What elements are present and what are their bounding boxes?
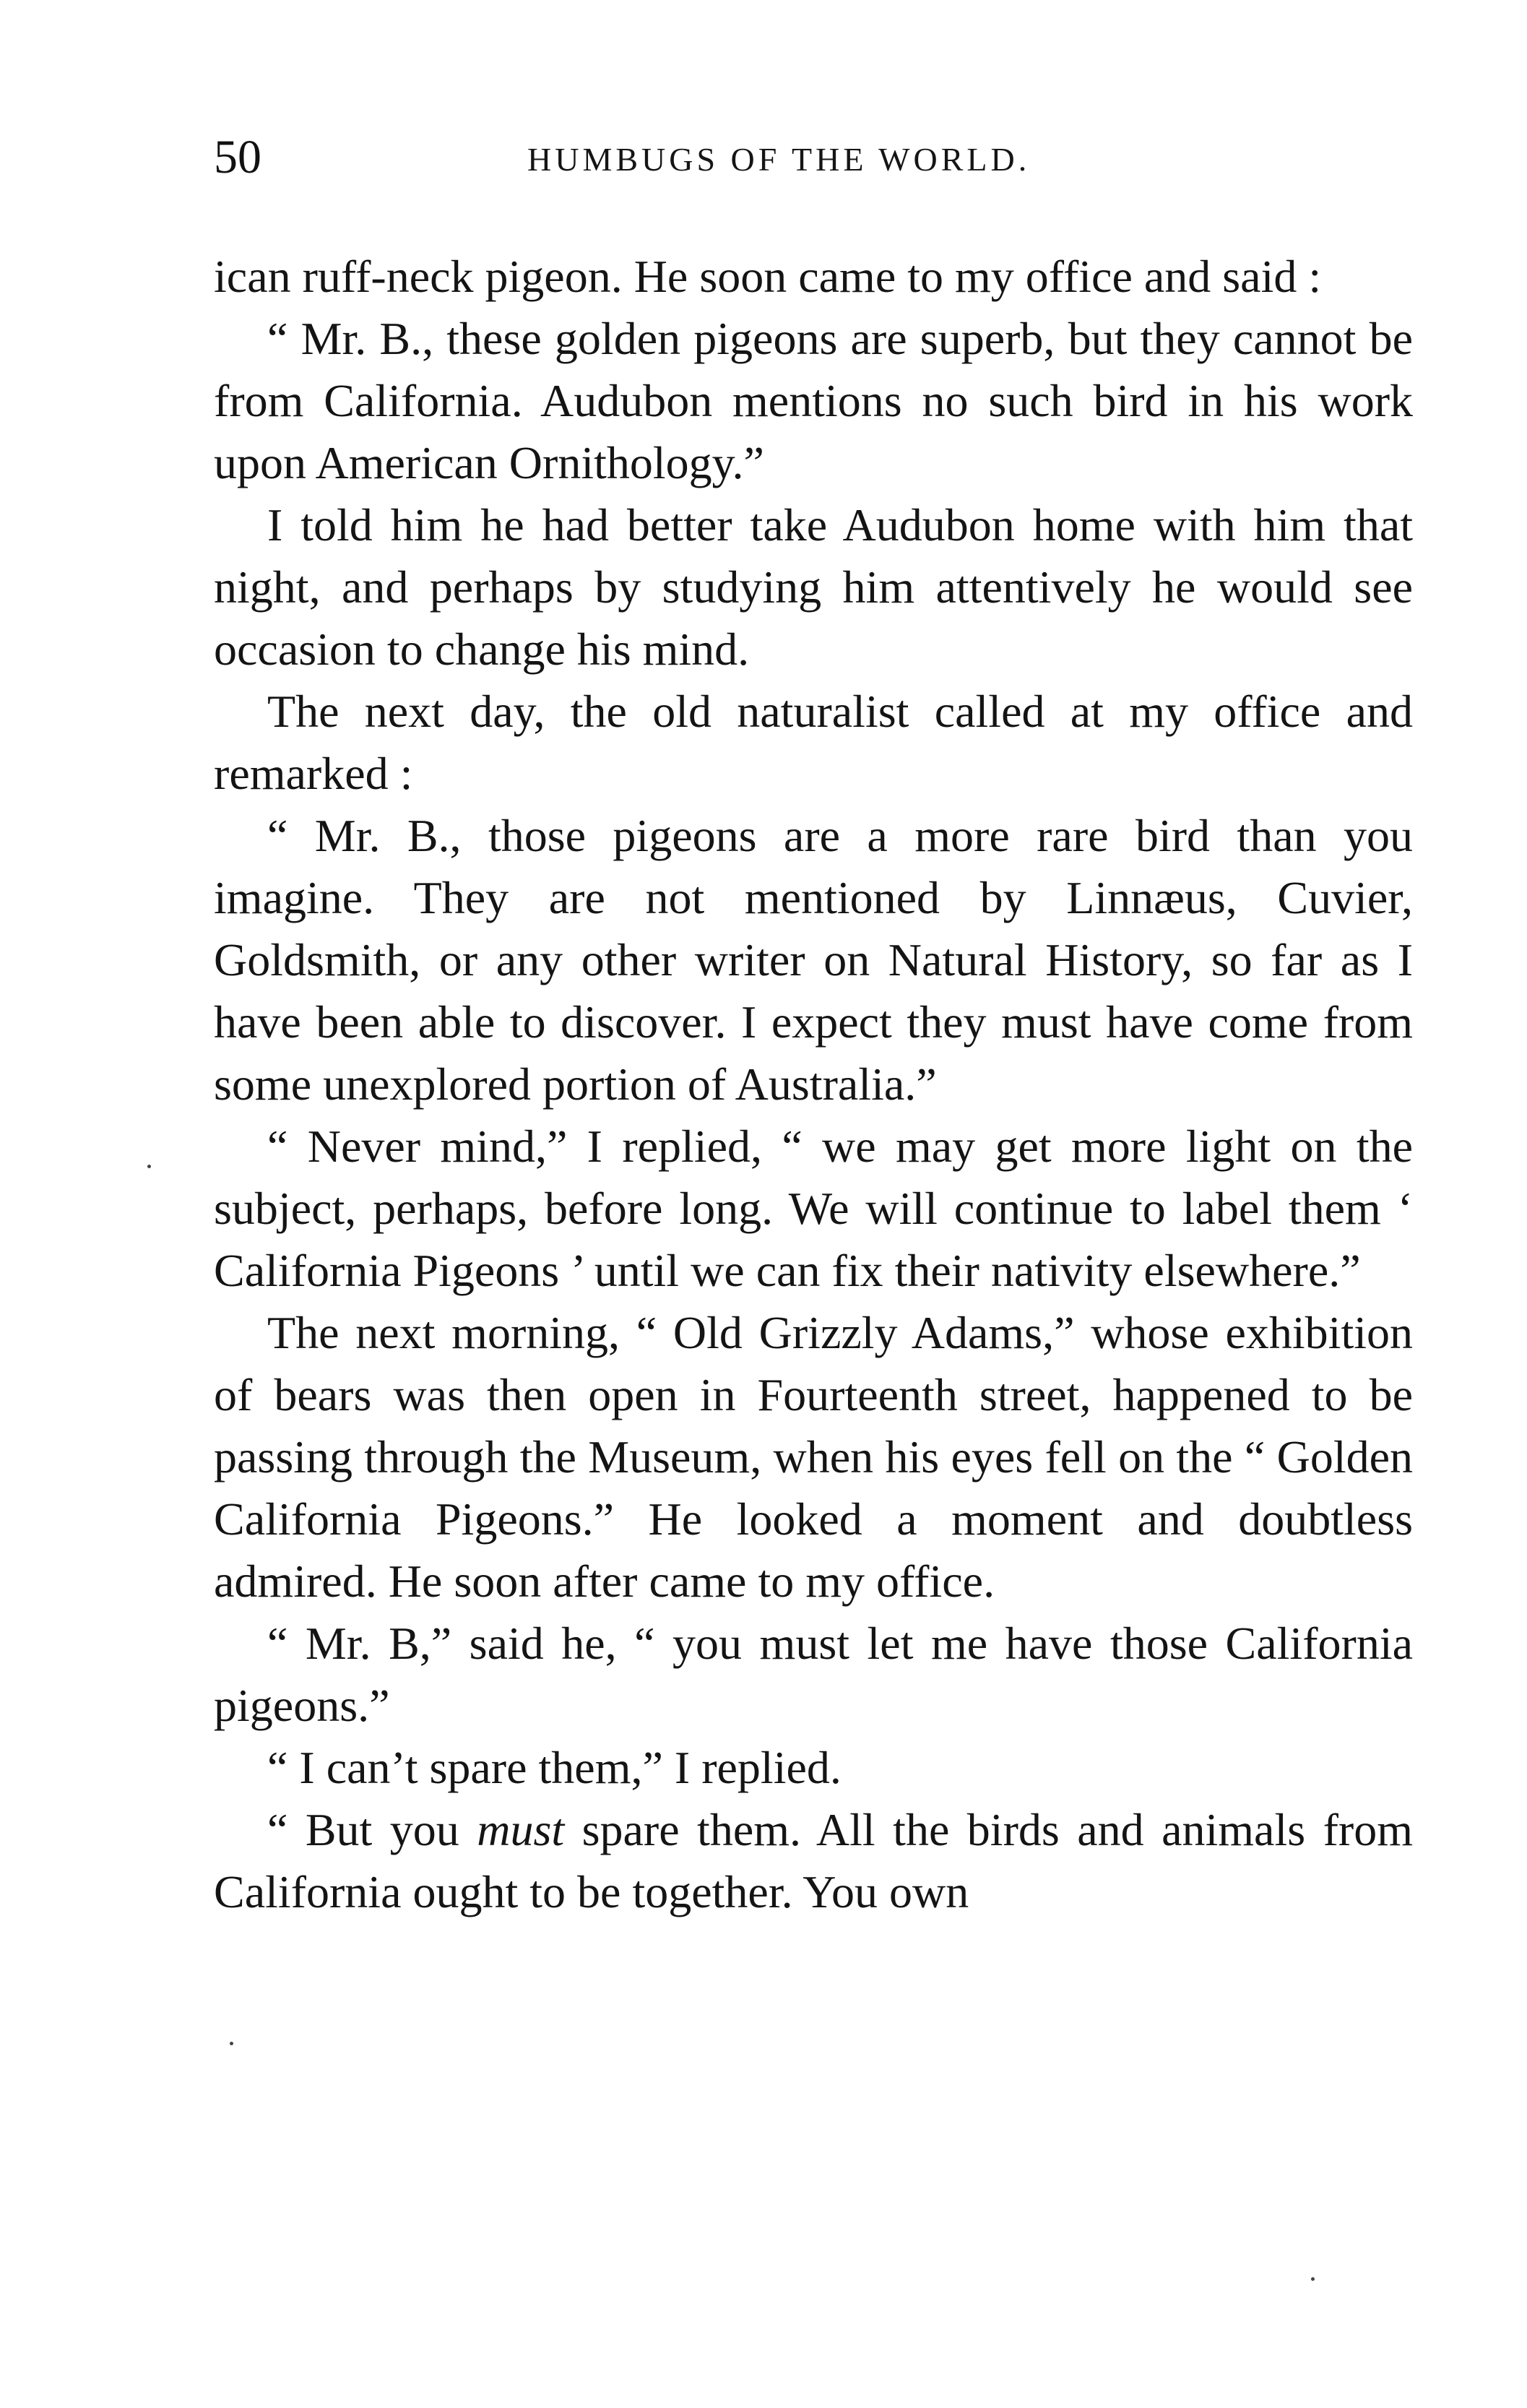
paragraph: I told him he had better take Audubon home with him that night, and perhaps by studying him attentively he would see occasion to change his mind. — [214, 499, 1413, 675]
paragraph-continuation: ican ruff-neck pigeon. He soon came to my office and said : — [214, 251, 1322, 302]
print-speck — [1311, 2277, 1315, 2281]
print-speck — [147, 1165, 151, 1168]
paragraph-text-before: “ But you — [267, 1804, 477, 1855]
paragraph: “ Mr. B., those pigeons are a more rare bird than you imagine. They are not mentioned by Linnæus, Cuvier, Goldsmith, or any other writer on Natural History, so far as I have been able to discover. I expect they must have come from some unexplored portion of Australia.” — [214, 810, 1413, 1110]
paragraph-final — [214, 1799, 1413, 1923]
page-number: 50 — [214, 131, 261, 184]
paragraph: “ I can’t spare them,” I replied. — [267, 1742, 842, 1793]
paragraph: “ Mr. B., these golden pigeons are superb, but they cannot be from California. Audubon mentions no such bird in his work upon American Ornithology.” — [214, 313, 1413, 488]
running-title: HUMBUGS OF THE WORLD. — [527, 141, 1031, 178]
print-speck — [230, 2042, 233, 2045]
paragraph: “ Mr. B,” said he, “ you must let me have those California pigeons.” — [214, 1618, 1413, 1731]
body-text — [214, 246, 1413, 1923]
paragraph: The next day, the old naturalist called at my office and remarked : — [214, 686, 1413, 799]
paragraph: “ Never mind,” I replied, “ we may get more light on the subject, perhaps, before long. We will continue to label them ‘ California Pigeons ’ until we can fix their nativity elsewhere.” — [214, 1121, 1413, 1296]
paragraph: The next morning, “ Old Grizzly Adams,” whose exhibition of bears was then open in Fourteenth street, happened to be passing through the Museum, when his eyes fell on the “ Golden California Pigeons.” He looked a moment and doubtless admired. He soon after came to my office. — [214, 1307, 1413, 1607]
running-head — [214, 130, 1413, 195]
italic-emphasis: must — [477, 1804, 565, 1855]
paragraph-text-after: spare them. All the birds and animals from California ought to be together. You own — [214, 1804, 1414, 1917]
